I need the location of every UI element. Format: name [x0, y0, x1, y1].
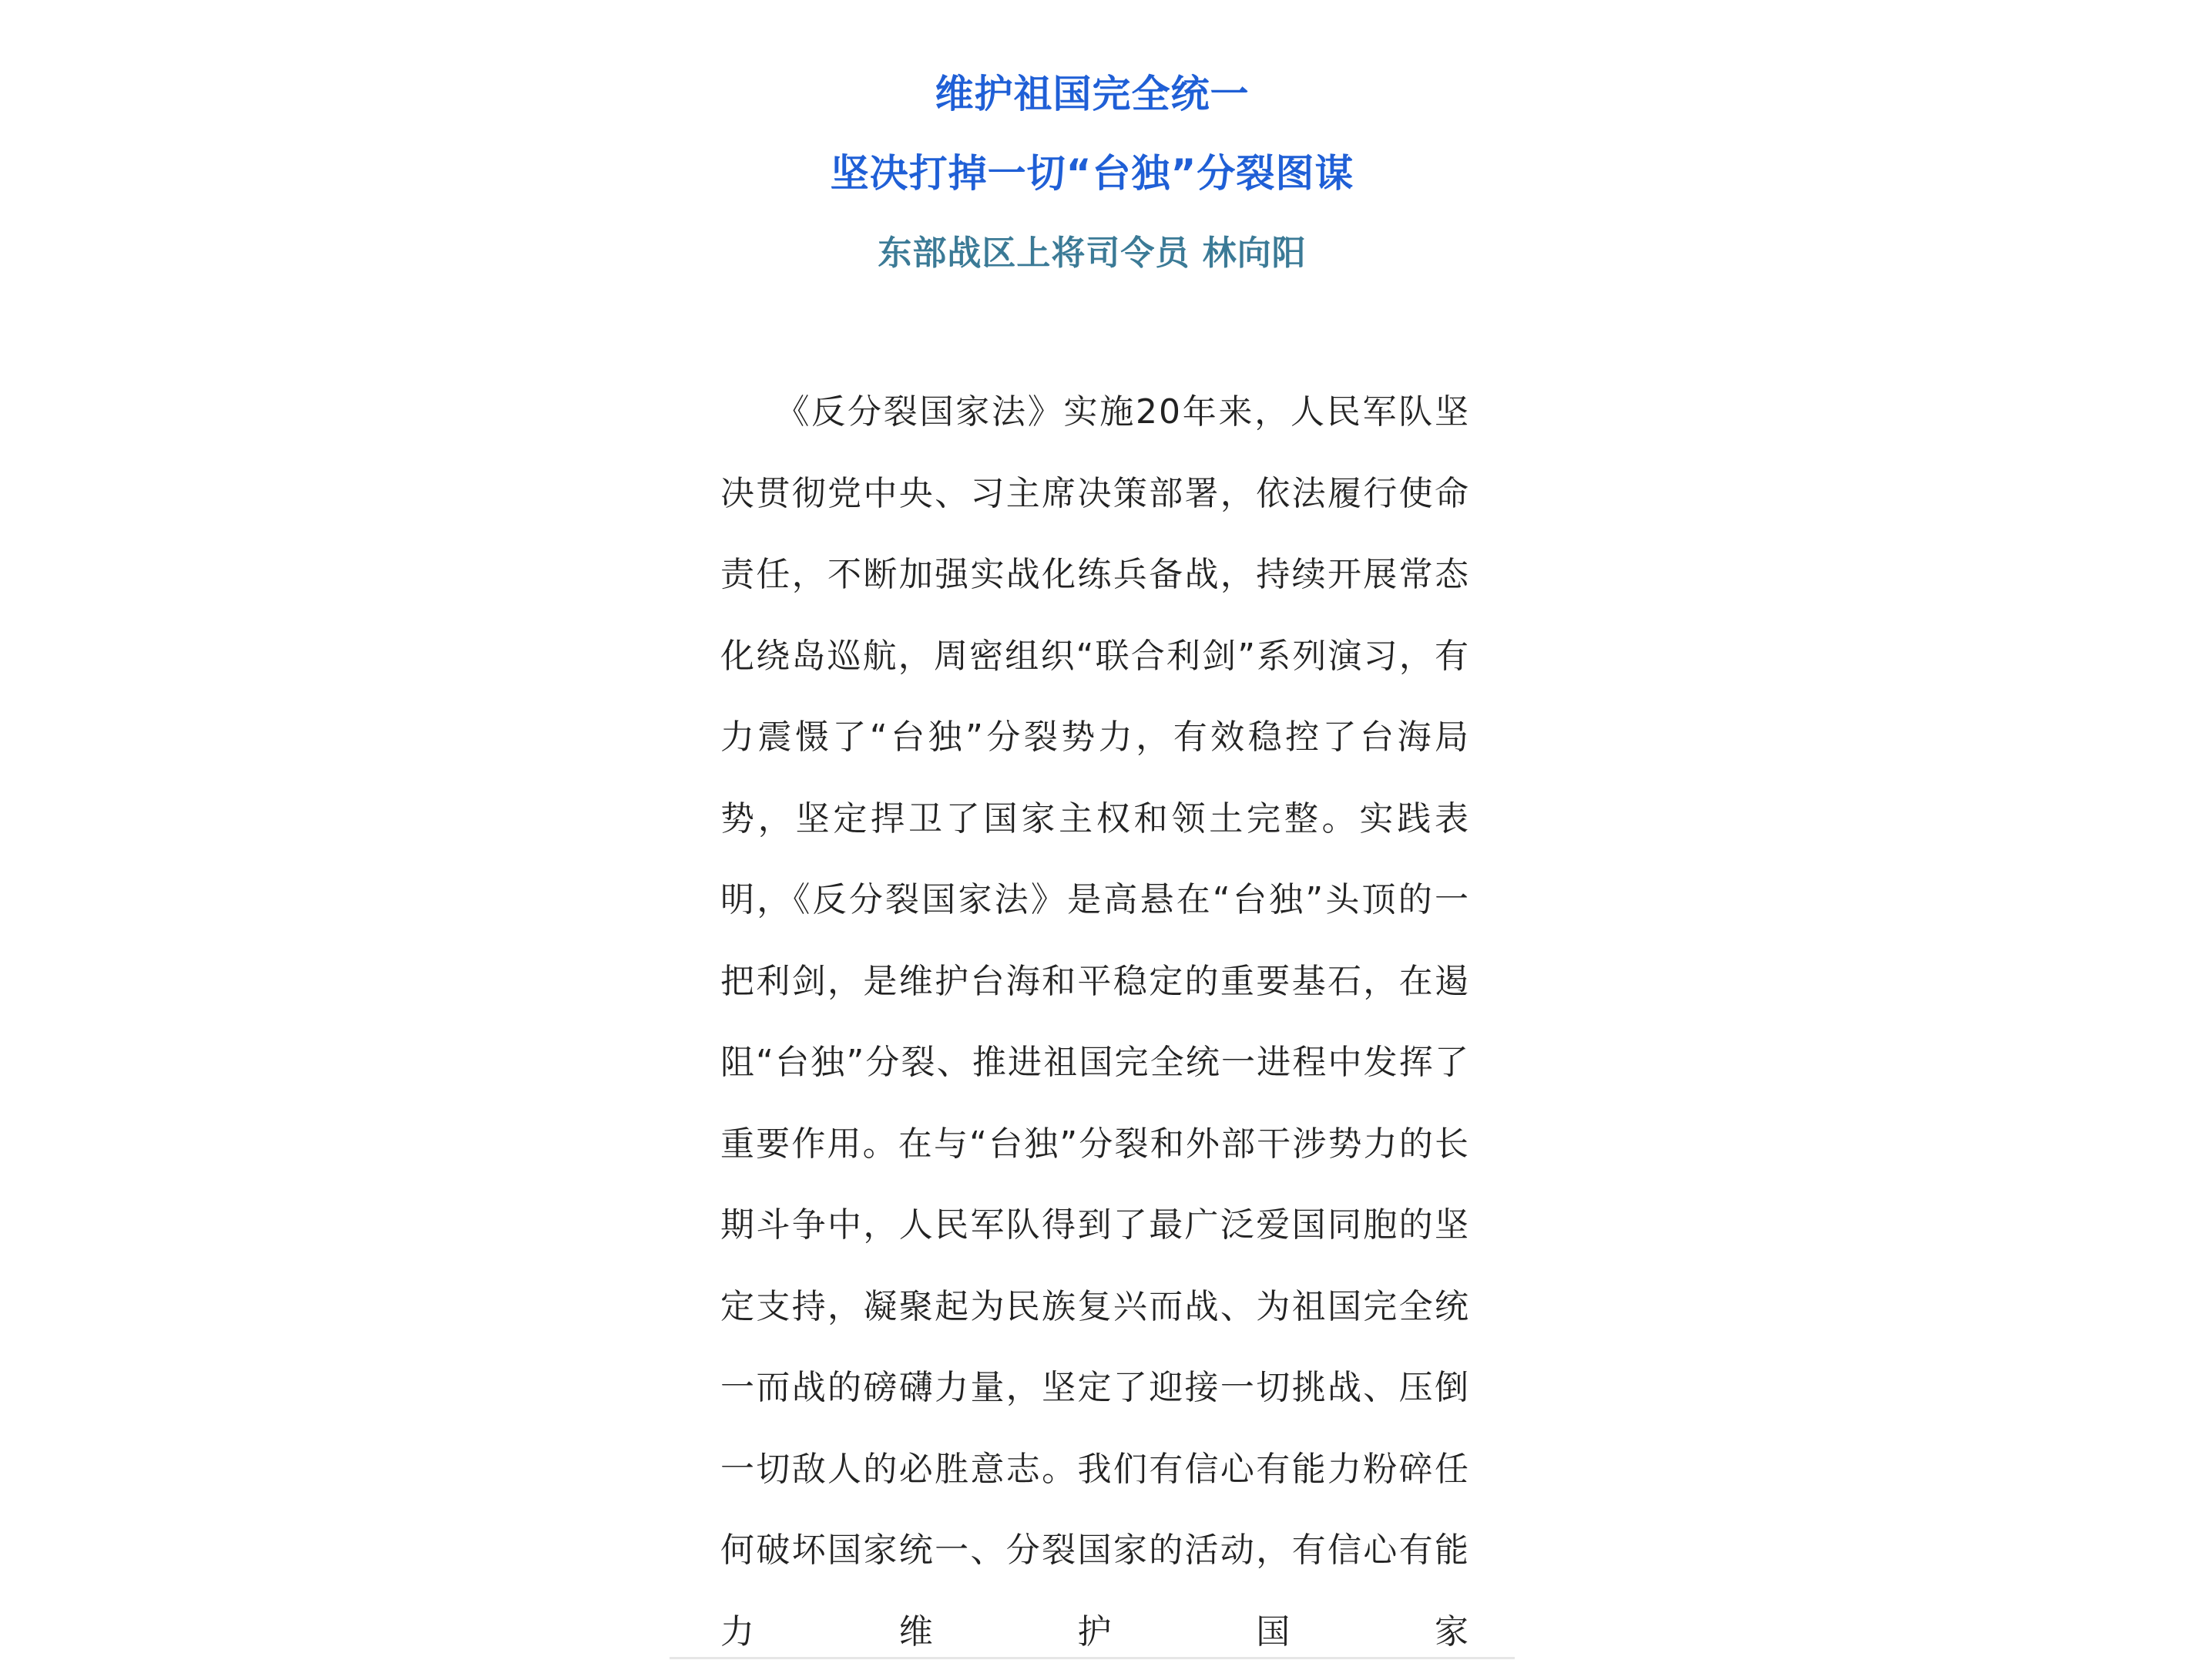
article-byline: 东部战区上将司令员 林向阳 — [878, 234, 1307, 273]
divider — [670, 1657, 1515, 1659]
article-title-line-1: 维护祖国完全统一 — [935, 72, 1250, 116]
article-title-line-2: 坚决打掉一切“台独”分裂图谋 — [830, 151, 1354, 196]
article — [670, 0, 1515, 1660]
article-body-paragraph: 《反分裂国家法》实施20年来，人民军队坚决贯彻党中央、习主席决策部署，依法履行使命责任，不断加强实战化练兵备战，持续开展常态化绕岛巡航，周密组织“联合利剑”系列演习，有力震慑了“台独”分裂势力，有效稳控了台海局势，坚定捍卫了国家主权和领土完整。实践表明，《反分裂国家法》是高悬在“台独”头顶的一把利剑，是维护台海和平稳定的重要基石，在遏阻“台独”分裂、推进祖国完全统一进程中发挥了重要作用。在与“台独”分裂和外部干涉势力的长期斗争中，人民军队得到了最广泛爱国同胞的坚定支持，凝聚起为民族复兴而战、为祖国完全统一而战的磅礴力量，坚定了迎接一切挑战、压倒一切敌人的必胜意志。我们有信心有能力粉碎任何破坏国家统一、分裂国家的活动，有信心有能力维护国家 — [720, 392, 1470, 1652]
